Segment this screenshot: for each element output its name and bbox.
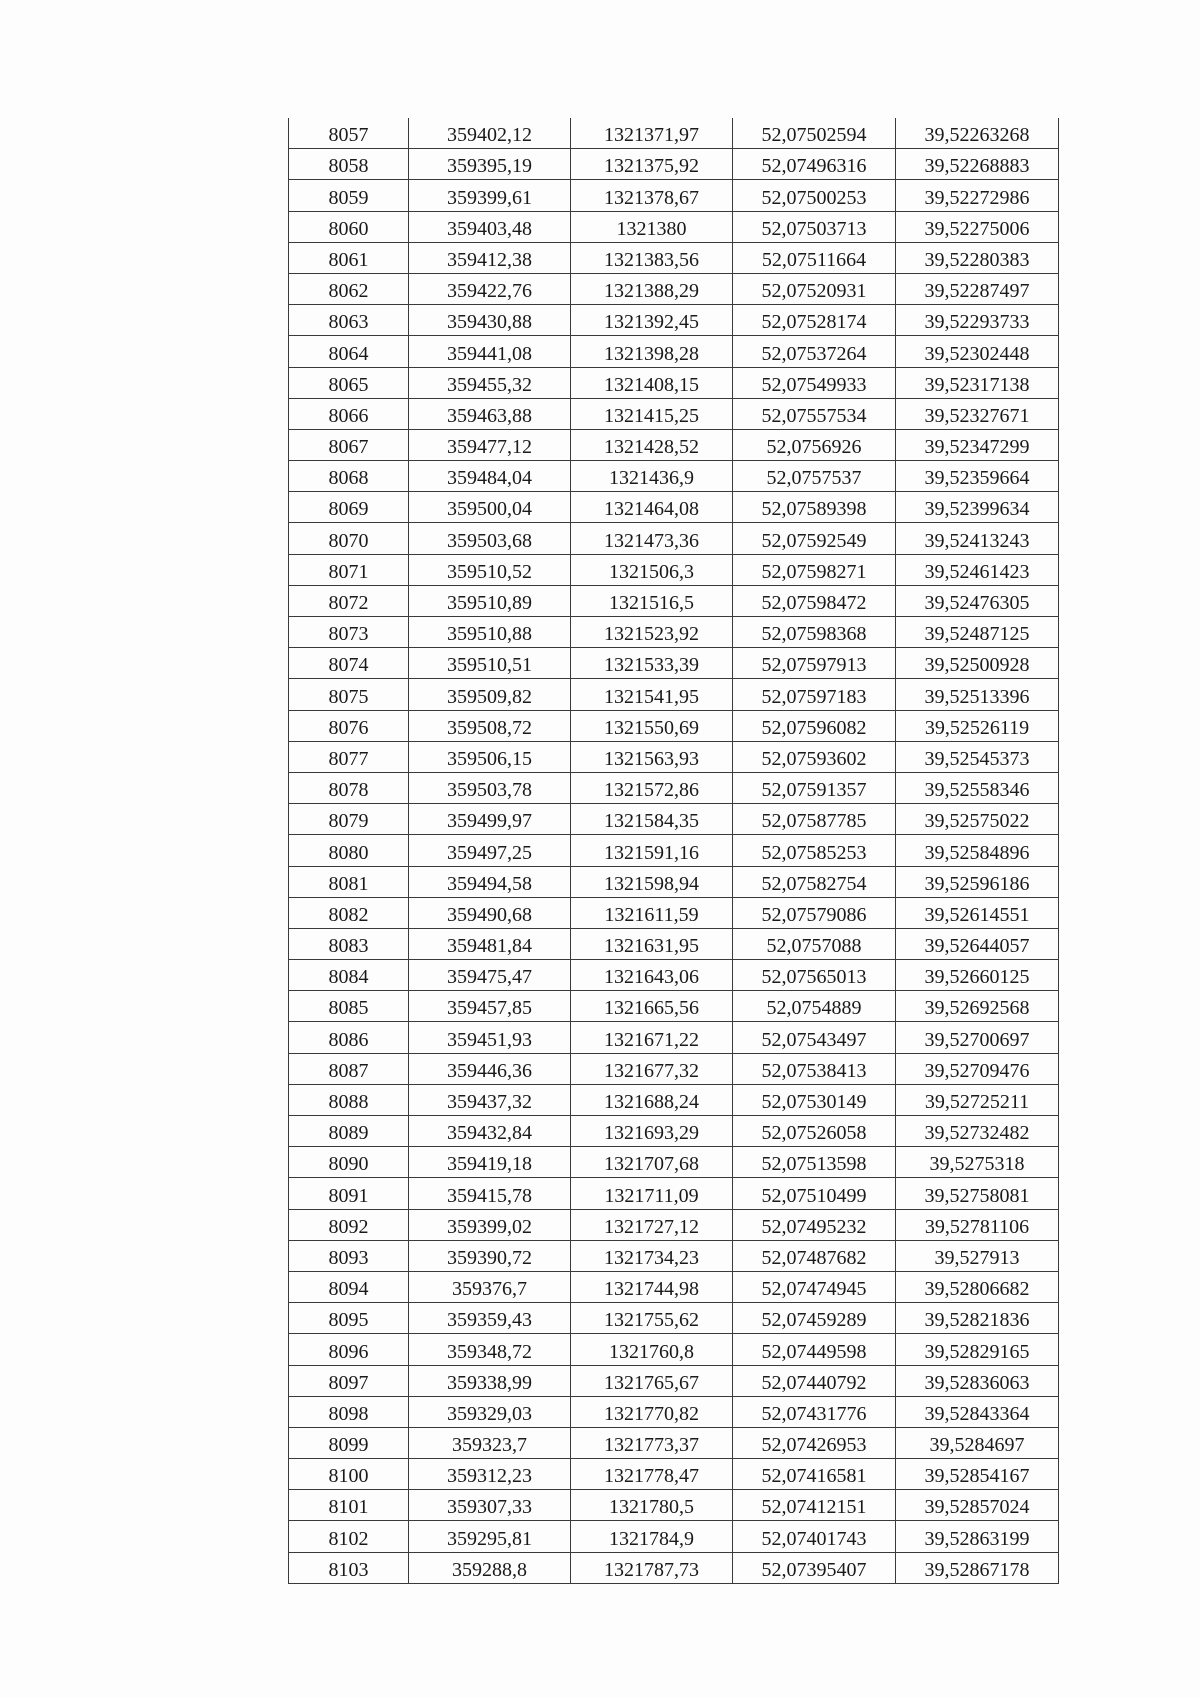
point-number-cell: 8081 [289, 866, 409, 897]
longitude-cell: 39,52700697 [896, 1022, 1059, 1053]
x-coordinate-cell: 359508,72 [409, 710, 571, 741]
longitude-cell: 39,52287497 [896, 273, 1059, 304]
longitude-cell: 39,52863199 [896, 1521, 1059, 1552]
y-coordinate-cell: 1321516,5 [571, 585, 733, 616]
point-number-cell: 8086 [289, 1022, 409, 1053]
point-number-cell: 8067 [289, 429, 409, 460]
table-row [289, 710, 1059, 741]
table-row [289, 1240, 1059, 1271]
table-row [289, 1209, 1059, 1240]
point-number-cell: 8074 [289, 648, 409, 679]
longitude-cell: 39,52836063 [896, 1365, 1059, 1396]
x-coordinate-cell: 359510,88 [409, 617, 571, 648]
y-coordinate-cell: 1321563,93 [571, 741, 733, 772]
table-row [289, 866, 1059, 897]
x-coordinate-cell: 359430,88 [409, 305, 571, 336]
latitude-cell: 52,07597913 [733, 648, 896, 679]
x-coordinate-cell: 359506,15 [409, 741, 571, 772]
table-row [289, 991, 1059, 1022]
y-coordinate-cell: 1321584,35 [571, 804, 733, 835]
y-coordinate-cell: 1321707,68 [571, 1147, 733, 1178]
point-number-cell: 8063 [289, 305, 409, 336]
latitude-cell: 52,07598368 [733, 617, 896, 648]
y-coordinate-cell: 1321780,5 [571, 1490, 733, 1521]
latitude-cell: 52,07487682 [733, 1240, 896, 1271]
x-coordinate-cell: 359463,88 [409, 398, 571, 429]
point-number-cell: 8087 [289, 1053, 409, 1084]
point-number-cell: 8057 [289, 118, 409, 149]
x-coordinate-cell: 359477,12 [409, 429, 571, 460]
point-number-cell: 8069 [289, 492, 409, 523]
table-row [289, 928, 1059, 959]
longitude-cell: 39,52413243 [896, 523, 1059, 554]
table-row [289, 1490, 1059, 1521]
table-row [289, 897, 1059, 928]
table-row [289, 1521, 1059, 1552]
point-number-cell: 8099 [289, 1427, 409, 1458]
table-row [289, 648, 1059, 679]
point-number-cell: 8062 [289, 273, 409, 304]
x-coordinate-cell: 359457,85 [409, 991, 571, 1022]
table-row [289, 1271, 1059, 1302]
y-coordinate-cell: 1321591,16 [571, 835, 733, 866]
point-number-cell: 8083 [289, 928, 409, 959]
point-number-cell: 8079 [289, 804, 409, 835]
y-coordinate-cell: 1321375,92 [571, 149, 733, 180]
x-coordinate-cell: 359399,02 [409, 1209, 571, 1240]
longitude-cell: 39,52272986 [896, 180, 1059, 211]
x-coordinate-cell: 359323,7 [409, 1427, 571, 1458]
table-row [289, 1022, 1059, 1053]
longitude-cell: 39,52359664 [896, 461, 1059, 492]
table-row [289, 523, 1059, 554]
table-row [289, 960, 1059, 991]
x-coordinate-cell: 359312,23 [409, 1459, 571, 1490]
x-coordinate-cell: 359510,52 [409, 554, 571, 585]
x-coordinate-cell: 359288,8 [409, 1552, 571, 1583]
y-coordinate-cell: 1321787,73 [571, 1552, 733, 1583]
latitude-cell: 52,07537264 [733, 336, 896, 367]
table-row [289, 149, 1059, 180]
point-number-cell: 8080 [289, 835, 409, 866]
point-number-cell: 8094 [289, 1271, 409, 1302]
point-number-cell: 8102 [289, 1521, 409, 1552]
table-row [289, 1084, 1059, 1115]
x-coordinate-cell: 359510,51 [409, 648, 571, 679]
y-coordinate-cell: 1321611,59 [571, 897, 733, 928]
latitude-cell: 52,07538413 [733, 1053, 896, 1084]
table-row [289, 461, 1059, 492]
point-number-cell: 8095 [289, 1303, 409, 1334]
point-number-cell: 8065 [289, 367, 409, 398]
table-row [289, 242, 1059, 273]
x-coordinate-cell: 359415,78 [409, 1178, 571, 1209]
longitude-cell: 39,52399634 [896, 492, 1059, 523]
longitude-cell: 39,52614551 [896, 897, 1059, 928]
longitude-cell: 39,52758081 [896, 1178, 1059, 1209]
longitude-cell: 39,52302448 [896, 336, 1059, 367]
y-coordinate-cell: 1321765,67 [571, 1365, 733, 1396]
longitude-cell: 39,52526119 [896, 710, 1059, 741]
longitude-cell: 39,52347299 [896, 429, 1059, 460]
x-coordinate-cell: 359412,38 [409, 242, 571, 273]
x-coordinate-cell: 359295,81 [409, 1521, 571, 1552]
point-number-cell: 8059 [289, 180, 409, 211]
latitude-cell: 52,07543497 [733, 1022, 896, 1053]
point-number-cell: 8084 [289, 960, 409, 991]
table-row [289, 772, 1059, 803]
latitude-cell: 52,07598472 [733, 585, 896, 616]
table-row [289, 617, 1059, 648]
y-coordinate-cell: 1321392,45 [571, 305, 733, 336]
latitude-cell: 52,07565013 [733, 960, 896, 991]
y-coordinate-cell: 1321677,32 [571, 1053, 733, 1084]
x-coordinate-cell: 359338,99 [409, 1365, 571, 1396]
point-number-cell: 8075 [289, 679, 409, 710]
latitude-cell: 52,07597183 [733, 679, 896, 710]
y-coordinate-cell: 1321778,47 [571, 1459, 733, 1490]
longitude-cell: 39,52596186 [896, 866, 1059, 897]
latitude-cell: 52,07500253 [733, 180, 896, 211]
table-row [289, 273, 1059, 304]
y-coordinate-cell: 1321408,15 [571, 367, 733, 398]
y-coordinate-cell: 1321784,9 [571, 1521, 733, 1552]
table-row [289, 367, 1059, 398]
y-coordinate-cell: 1321388,29 [571, 273, 733, 304]
table-row [289, 118, 1059, 149]
point-number-cell: 8085 [289, 991, 409, 1022]
y-coordinate-cell: 1321688,24 [571, 1084, 733, 1115]
x-coordinate-cell: 359402,12 [409, 118, 571, 149]
point-number-cell: 8103 [289, 1552, 409, 1583]
longitude-cell: 39,52692568 [896, 991, 1059, 1022]
table-row [289, 1365, 1059, 1396]
table-row [289, 429, 1059, 460]
latitude-cell: 52,07496316 [733, 149, 896, 180]
y-coordinate-cell: 1321380 [571, 211, 733, 242]
longitude-cell: 39,52644057 [896, 928, 1059, 959]
table-row [289, 741, 1059, 772]
point-number-cell: 8088 [289, 1084, 409, 1115]
latitude-cell: 52,07589398 [733, 492, 896, 523]
point-number-cell: 8077 [289, 741, 409, 772]
point-number-cell: 8064 [289, 336, 409, 367]
x-coordinate-cell: 359503,78 [409, 772, 571, 803]
latitude-cell: 52,07440792 [733, 1365, 896, 1396]
y-coordinate-cell: 1321665,56 [571, 991, 733, 1022]
x-coordinate-cell: 359359,43 [409, 1303, 571, 1334]
latitude-cell: 52,07401743 [733, 1521, 896, 1552]
latitude-cell: 52,07526058 [733, 1116, 896, 1147]
point-number-cell: 8092 [289, 1209, 409, 1240]
longitude-cell: 39,52575022 [896, 804, 1059, 835]
longitude-cell: 39,52500928 [896, 648, 1059, 679]
table-row [289, 835, 1059, 866]
table-row [289, 492, 1059, 523]
table-row [289, 305, 1059, 336]
coordinates-table [288, 118, 1059, 1584]
point-number-cell: 8097 [289, 1365, 409, 1396]
longitude-cell: 39,52513396 [896, 679, 1059, 710]
y-coordinate-cell: 1321671,22 [571, 1022, 733, 1053]
x-coordinate-cell: 359307,33 [409, 1490, 571, 1521]
point-number-cell: 8071 [289, 554, 409, 585]
latitude-cell: 52,0757088 [733, 928, 896, 959]
y-coordinate-cell: 1321727,12 [571, 1209, 733, 1240]
longitude-cell: 39,52857024 [896, 1490, 1059, 1521]
table-row [289, 1303, 1059, 1334]
x-coordinate-cell: 359494,58 [409, 866, 571, 897]
x-coordinate-cell: 359437,32 [409, 1084, 571, 1115]
x-coordinate-cell: 359509,82 [409, 679, 571, 710]
y-coordinate-cell: 1321572,86 [571, 772, 733, 803]
point-number-cell: 8066 [289, 398, 409, 429]
table-row [289, 585, 1059, 616]
point-number-cell: 8100 [289, 1459, 409, 1490]
point-number-cell: 8072 [289, 585, 409, 616]
longitude-cell: 39,52293733 [896, 305, 1059, 336]
x-coordinate-cell: 359390,72 [409, 1240, 571, 1271]
latitude-cell: 52,07557534 [733, 398, 896, 429]
y-coordinate-cell: 1321506,3 [571, 554, 733, 585]
y-coordinate-cell: 1321760,8 [571, 1334, 733, 1365]
x-coordinate-cell: 359503,68 [409, 523, 571, 554]
table-row [289, 336, 1059, 367]
latitude-cell: 52,07592549 [733, 523, 896, 554]
longitude-cell: 39,52806682 [896, 1271, 1059, 1302]
longitude-cell: 39,52263268 [896, 118, 1059, 149]
point-number-cell: 8093 [289, 1240, 409, 1271]
longitude-cell: 39,52732482 [896, 1116, 1059, 1147]
latitude-cell: 52,07528174 [733, 305, 896, 336]
table-row [289, 1552, 1059, 1583]
latitude-cell: 52,0757537 [733, 461, 896, 492]
latitude-cell: 52,07431776 [733, 1396, 896, 1427]
latitude-cell: 52,07510499 [733, 1178, 896, 1209]
table-row [289, 1053, 1059, 1084]
latitude-cell: 52,07426953 [733, 1427, 896, 1458]
x-coordinate-cell: 359348,72 [409, 1334, 571, 1365]
table-row [289, 1396, 1059, 1427]
point-number-cell: 8078 [289, 772, 409, 803]
x-coordinate-cell: 359329,03 [409, 1396, 571, 1427]
point-number-cell: 8096 [289, 1334, 409, 1365]
table-row [289, 211, 1059, 242]
latitude-cell: 52,07416581 [733, 1459, 896, 1490]
y-coordinate-cell: 1321643,06 [571, 960, 733, 991]
y-coordinate-cell: 1321598,94 [571, 866, 733, 897]
x-coordinate-cell: 359422,76 [409, 273, 571, 304]
point-number-cell: 8090 [289, 1147, 409, 1178]
latitude-cell: 52,07549933 [733, 367, 896, 398]
latitude-cell: 52,07579086 [733, 897, 896, 928]
y-coordinate-cell: 1321383,56 [571, 242, 733, 273]
latitude-cell: 52,0756926 [733, 429, 896, 460]
y-coordinate-cell: 1321464,08 [571, 492, 733, 523]
y-coordinate-cell: 1321398,28 [571, 336, 733, 367]
x-coordinate-cell: 359497,25 [409, 835, 571, 866]
latitude-cell: 52,07598271 [733, 554, 896, 585]
longitude-cell: 39,52843364 [896, 1396, 1059, 1427]
point-number-cell: 8060 [289, 211, 409, 242]
table-row [289, 679, 1059, 710]
latitude-cell: 52,07474945 [733, 1271, 896, 1302]
longitude-cell: 39,52275006 [896, 211, 1059, 242]
point-number-cell: 8061 [289, 242, 409, 273]
latitude-cell: 52,07520931 [733, 273, 896, 304]
point-number-cell: 8058 [289, 149, 409, 180]
y-coordinate-cell: 1321631,95 [571, 928, 733, 959]
latitude-cell: 52,07513598 [733, 1147, 896, 1178]
x-coordinate-cell: 359441,08 [409, 336, 571, 367]
longitude-cell: 39,52327671 [896, 398, 1059, 429]
longitude-cell: 39,52781106 [896, 1209, 1059, 1240]
y-coordinate-cell: 1321744,98 [571, 1271, 733, 1302]
latitude-cell: 52,07449598 [733, 1334, 896, 1365]
longitude-cell: 39,52867178 [896, 1552, 1059, 1583]
x-coordinate-cell: 359475,47 [409, 960, 571, 991]
x-coordinate-cell: 359395,19 [409, 149, 571, 180]
table-row [289, 804, 1059, 835]
y-coordinate-cell: 1321755,62 [571, 1303, 733, 1334]
table-row [289, 1178, 1059, 1209]
longitude-cell: 39,52725211 [896, 1084, 1059, 1115]
longitude-cell: 39,52709476 [896, 1053, 1059, 1084]
longitude-cell: 39,52660125 [896, 960, 1059, 991]
table-row [289, 1147, 1059, 1178]
x-coordinate-cell: 359455,32 [409, 367, 571, 398]
point-number-cell: 8091 [289, 1178, 409, 1209]
latitude-cell: 52,07511664 [733, 242, 896, 273]
longitude-cell: 39,52545373 [896, 741, 1059, 772]
y-coordinate-cell: 1321473,36 [571, 523, 733, 554]
y-coordinate-cell: 1321693,29 [571, 1116, 733, 1147]
x-coordinate-cell: 359451,93 [409, 1022, 571, 1053]
x-coordinate-cell: 359446,36 [409, 1053, 571, 1084]
x-coordinate-cell: 359499,97 [409, 804, 571, 835]
y-coordinate-cell: 1321523,92 [571, 617, 733, 648]
longitude-cell: 39,52558346 [896, 772, 1059, 803]
longitude-cell: 39,52487125 [896, 617, 1059, 648]
point-number-cell: 8068 [289, 461, 409, 492]
latitude-cell: 52,07585253 [733, 835, 896, 866]
longitude-cell: 39,52280383 [896, 242, 1059, 273]
point-number-cell: 8089 [289, 1116, 409, 1147]
table-row [289, 1427, 1059, 1458]
latitude-cell: 52,0754889 [733, 991, 896, 1022]
latitude-cell: 52,07503713 [733, 211, 896, 242]
latitude-cell: 52,07412151 [733, 1490, 896, 1521]
longitude-cell: 39,5275318 [896, 1147, 1059, 1178]
y-coordinate-cell: 1321533,39 [571, 648, 733, 679]
x-coordinate-cell: 359419,18 [409, 1147, 571, 1178]
table-row [289, 180, 1059, 211]
x-coordinate-cell: 359490,68 [409, 897, 571, 928]
y-coordinate-cell: 1321378,67 [571, 180, 733, 211]
y-coordinate-cell: 1321415,25 [571, 398, 733, 429]
x-coordinate-cell: 359510,89 [409, 585, 571, 616]
table-row [289, 1459, 1059, 1490]
latitude-cell: 52,07395407 [733, 1552, 896, 1583]
x-coordinate-cell: 359484,04 [409, 461, 571, 492]
coordinates-table-body [289, 118, 1059, 1583]
longitude-cell: 39,52317138 [896, 367, 1059, 398]
latitude-cell: 52,07495232 [733, 1209, 896, 1240]
latitude-cell: 52,07502594 [733, 118, 896, 149]
longitude-cell: 39,52461423 [896, 554, 1059, 585]
longitude-cell: 39,5284697 [896, 1427, 1059, 1458]
y-coordinate-cell: 1321550,69 [571, 710, 733, 741]
latitude-cell: 52,07582754 [733, 866, 896, 897]
y-coordinate-cell: 1321711,09 [571, 1178, 733, 1209]
y-coordinate-cell: 1321428,52 [571, 429, 733, 460]
longitude-cell: 39,52829165 [896, 1334, 1059, 1365]
latitude-cell: 52,07587785 [733, 804, 896, 835]
longitude-cell: 39,527913 [896, 1240, 1059, 1271]
longitude-cell: 39,52854167 [896, 1459, 1059, 1490]
latitude-cell: 52,07530149 [733, 1084, 896, 1115]
y-coordinate-cell: 1321371,97 [571, 118, 733, 149]
x-coordinate-cell: 359399,61 [409, 180, 571, 211]
point-number-cell: 8073 [289, 617, 409, 648]
latitude-cell: 52,07591357 [733, 772, 896, 803]
point-number-cell: 8098 [289, 1396, 409, 1427]
y-coordinate-cell: 1321770,82 [571, 1396, 733, 1427]
latitude-cell: 52,07593602 [733, 741, 896, 772]
y-coordinate-cell: 1321734,23 [571, 1240, 733, 1271]
point-number-cell: 8076 [289, 710, 409, 741]
x-coordinate-cell: 359403,48 [409, 211, 571, 242]
point-number-cell: 8082 [289, 897, 409, 928]
point-number-cell: 8070 [289, 523, 409, 554]
x-coordinate-cell: 359500,04 [409, 492, 571, 523]
longitude-cell: 39,52268883 [896, 149, 1059, 180]
x-coordinate-cell: 359432,84 [409, 1116, 571, 1147]
point-number-cell: 8101 [289, 1490, 409, 1521]
longitude-cell: 39,52584896 [896, 835, 1059, 866]
table-row [289, 398, 1059, 429]
table-row [289, 1334, 1059, 1365]
latitude-cell: 52,07596082 [733, 710, 896, 741]
x-coordinate-cell: 359376,7 [409, 1271, 571, 1302]
table-row [289, 554, 1059, 585]
y-coordinate-cell: 1321773,37 [571, 1427, 733, 1458]
y-coordinate-cell: 1321436,9 [571, 461, 733, 492]
longitude-cell: 39,52476305 [896, 585, 1059, 616]
x-coordinate-cell: 359481,84 [409, 928, 571, 959]
y-coordinate-cell: 1321541,95 [571, 679, 733, 710]
longitude-cell: 39,52821836 [896, 1303, 1059, 1334]
latitude-cell: 52,07459289 [733, 1303, 896, 1334]
table-row [289, 1116, 1059, 1147]
